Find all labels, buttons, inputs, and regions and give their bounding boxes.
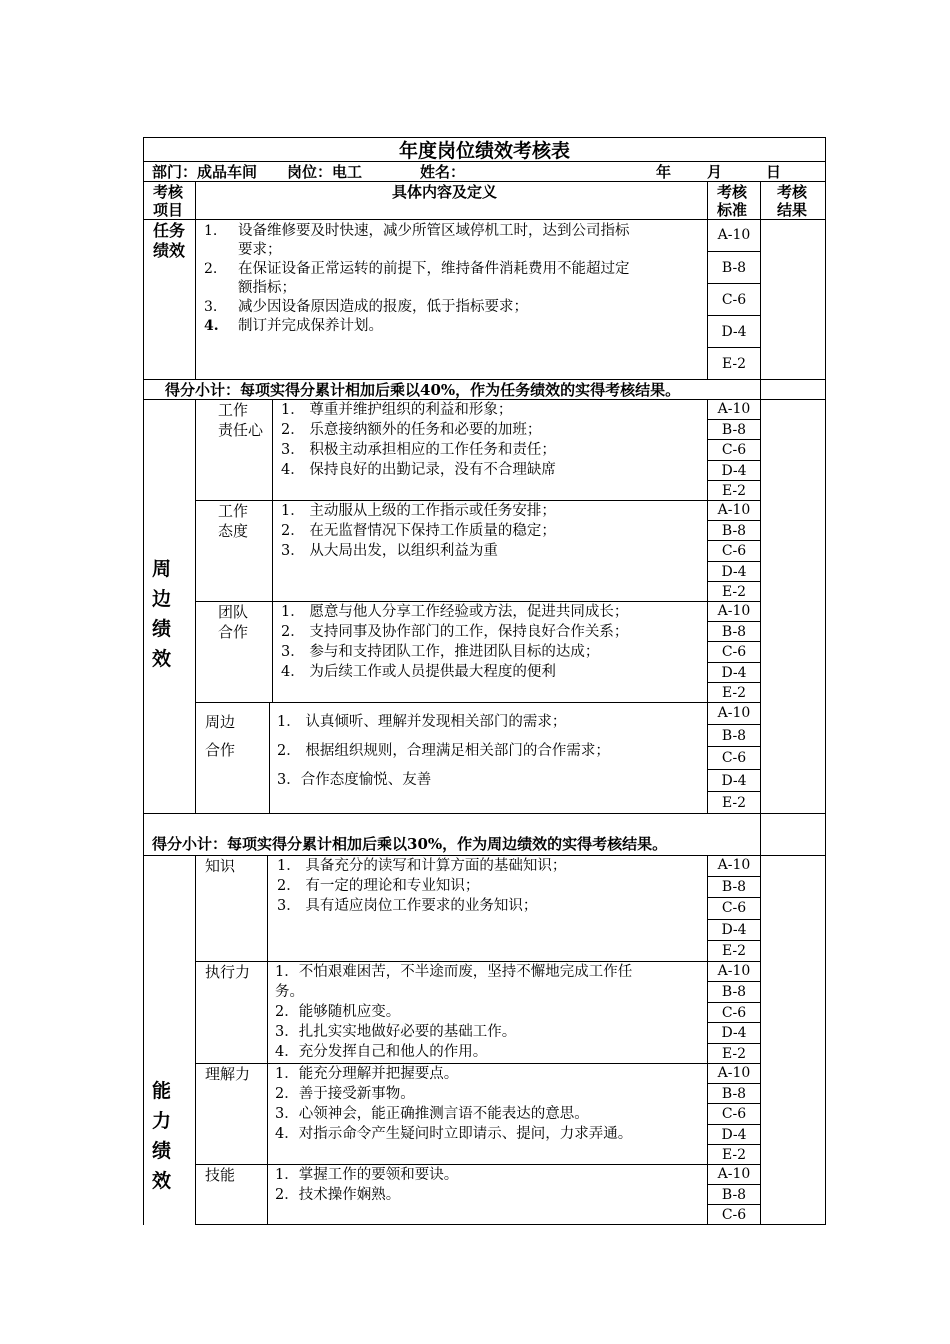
task-item-number: 2.: [204, 261, 218, 277]
group-name: 责任心: [218, 421, 264, 439]
group-item: 3． 积极主动承担相应的工作任务和责任；: [281, 442, 556, 458]
group-item: 2． 有一定的理论和专业知识；: [277, 878, 480, 894]
grade-cell: E-2: [707, 940, 761, 961]
group-name: 合作: [218, 623, 249, 641]
group-item: 3． 参与和支持团队工作，推进团队目标的达成；: [281, 644, 600, 660]
group-item: 2． 乐意接纳额外的任务和必要的加班；: [281, 422, 542, 438]
task-label: 任务: [153, 221, 186, 240]
group-item: 3． 具有适应岗位工作要求的业务知识；: [277, 898, 538, 914]
grade-cell: C-6: [707, 897, 761, 918]
task-item-text: 减少因设备原因造成的报废，低于指标要求；: [238, 299, 528, 315]
grade-cell: A-10: [717, 502, 751, 518]
grade-cell: A-10: [717, 705, 751, 721]
group-item: 4． 为后续工作或人员提供最大程度的便利: [281, 664, 556, 680]
group-item: 1． 尊重并维护组织的利益和形象；: [281, 402, 513, 418]
grade-cell: A-10: [717, 401, 751, 417]
group-name: 理解力: [205, 1065, 251, 1083]
group-name: 技能: [205, 1166, 236, 1184]
name-label: 姓名：: [420, 163, 466, 181]
header-item: 考核: [153, 183, 184, 201]
month-label: 月: [707, 163, 723, 181]
grade-cell: A-10: [717, 857, 751, 873]
group-item: 2．能够随机应变。: [275, 1004, 401, 1020]
section-label-char: 边: [152, 588, 172, 610]
grade-cell: E-2: [707, 347, 761, 379]
task-subtotal: 得分小计：每项实得分累计相加后乘以40%，作为任务绩效的实得考核结果。: [165, 381, 681, 399]
grade-cell: D-4: [707, 1022, 761, 1042]
group-item: 1． 愿意与他人分享工作经验或方法，促进共同成长；: [281, 604, 629, 620]
grade-cell: B-8: [707, 876, 761, 897]
group-name: 知识: [205, 857, 236, 875]
header-result: 考核: [777, 183, 808, 201]
grade-cell: B-8: [707, 251, 761, 283]
section-label-char: 绩: [152, 1140, 172, 1162]
grade-cell: A-10: [717, 1166, 751, 1182]
grade-cell: D-4: [707, 919, 761, 940]
divider: [707, 855, 708, 1225]
grade-cell: A-10: [717, 227, 751, 243]
grade-cell: B-8: [707, 1083, 761, 1103]
group-item: 2． 根据组织规则，合理满足相关部门的合作需求；: [277, 743, 610, 759]
section-label-char: 力: [152, 1110, 172, 1132]
grade-cell: D-4: [707, 1124, 761, 1144]
grade-cell: B-8: [707, 419, 761, 439]
grade-cell: E-2: [707, 1043, 761, 1063]
section-label-char: 效: [152, 648, 172, 670]
header-content: 具体内容及定义: [392, 183, 498, 201]
task-item-number: 3.: [204, 299, 218, 315]
group-item: 2． 在无监督情况下保持工作质量的稳定；: [281, 523, 556, 539]
group-name: 周边: [205, 713, 236, 731]
group-item: 1． 认真倾听、理解并发现相关部门的需求；: [277, 714, 567, 730]
divider: [195, 1224, 826, 1225]
group-divider: [195, 702, 761, 703]
task-item-text: 在保证设备正常运转的前提下，维持备件消耗费用不能超过定: [238, 261, 630, 277]
grade-cell: E-2: [707, 480, 761, 500]
peripheral-subtotal: 得分小计：每项实得分累计相加后乘以30%，作为周边绩效的实得考核结果。: [152, 835, 668, 853]
grade-cell: B-8: [707, 981, 761, 1001]
grade-cell: C-6: [707, 746, 761, 768]
group-name: 工作: [218, 401, 249, 419]
group-name: 合作: [205, 741, 236, 759]
grade-cell: C-6: [707, 1002, 761, 1022]
divider: [143, 813, 826, 814]
grade-cell: D-4: [707, 460, 761, 480]
section-label-char: 效: [152, 1170, 172, 1192]
group-item: 4． 保持良好的出勤记录，没有不合理缺席: [281, 462, 556, 478]
header-result: 结果: [777, 201, 808, 219]
group-item: 1．掌握工作的要领和要诀。: [275, 1167, 459, 1183]
divider: [195, 181, 196, 379]
group-split: [272, 399, 273, 500]
grade-cell: C-6: [707, 283, 761, 315]
divider: [195, 399, 196, 813]
department-label: 部门：成品车间: [152, 163, 258, 181]
grade-cell: D-4: [707, 561, 761, 581]
post-label: 岗位：电工: [287, 163, 363, 181]
grade-cell: C-6: [707, 1103, 761, 1123]
grade-cell: B-8: [707, 724, 761, 746]
page-title: 年度岗位绩效考核表: [398, 140, 570, 162]
grade-cell: B-8: [707, 1184, 761, 1204]
group-item: 3． 从大局出发，以组织利益为重: [281, 543, 498, 559]
grade-cell: E-2: [707, 1144, 761, 1164]
grade-cell: E-2: [707, 791, 761, 813]
group-split: [269, 702, 270, 813]
task-item-text: 要求；: [238, 242, 282, 258]
group-name: 执行力: [205, 963, 251, 981]
section-label-char: 绩: [152, 618, 172, 640]
grade-cell: D-4: [707, 662, 761, 682]
year-label: 年: [656, 163, 672, 181]
group-item: 务。: [275, 984, 304, 1000]
grade-cell: B-8: [707, 621, 761, 641]
task-item-text: 制订并完成保养计划。: [238, 318, 383, 334]
grade-cell: E-2: [707, 581, 761, 601]
group-item: 4．充分发挥自己和他人的作用。: [275, 1044, 488, 1060]
group-item: 1．能充分理解并把握要点。: [275, 1066, 459, 1082]
group-item: 1．不怕艰难困苦，不半途而废，坚持不懈地完成工作任: [275, 964, 633, 980]
task-item-text: 设备维修要及时快速，减少所管区域停机工时，达到公司指标: [238, 223, 630, 239]
grade-cell: C-6: [707, 439, 761, 459]
divider: [267, 855, 268, 1225]
section-label-char: 周: [152, 558, 172, 580]
group-name: 工作: [218, 502, 249, 520]
group-item: 3．合作态度愉悦、友善: [277, 772, 432, 788]
grade-cell: E-2: [707, 682, 761, 702]
header-standard: 标准: [717, 201, 748, 219]
group-name: 团队: [218, 603, 249, 621]
divider: [707, 399, 708, 813]
group-item: 4．对指示命令产生疑问时立即请示、提问，力求弄通。: [275, 1126, 633, 1142]
grade-cell: D-4: [707, 769, 761, 791]
grade-cell: A-10: [717, 963, 751, 979]
group-item: 2．技术操作娴熟。: [275, 1187, 401, 1203]
group-item: 1． 主动服从上级的工作指示或任务安排；: [281, 503, 556, 519]
group-name: 态度: [218, 522, 249, 540]
grade-cell: A-10: [717, 1065, 751, 1081]
group-item: 2． 支持同事及协作部门的工作，保持良好合作关系；: [281, 624, 629, 640]
group-item: 2．善于接受新事物。: [275, 1086, 415, 1102]
group-split: [272, 500, 273, 601]
task-item-number: 4.: [204, 318, 219, 334]
grade-cell: A-10: [717, 603, 751, 619]
grade-cell: C-6: [707, 1204, 761, 1224]
task-item-text: 额指标；: [238, 280, 296, 296]
group-item: 3．扎扎实实地做好必要的基础工作。: [275, 1024, 517, 1040]
header-item: 项目: [153, 201, 184, 219]
group-item: 1． 具备充分的读写和计算方面的基础知识；: [277, 858, 567, 874]
grade-cell: B-8: [707, 520, 761, 540]
grade-cell: C-6: [707, 641, 761, 661]
group-split: [272, 601, 273, 702]
header-standard: 考核: [717, 183, 748, 201]
section-label-char: 能: [152, 1080, 172, 1102]
divider: [195, 855, 196, 1225]
grade-cell: D-4: [707, 315, 761, 347]
day-label: 日: [766, 163, 782, 181]
task-label: 绩效: [153, 241, 186, 260]
group-item: 3．心领神会，能正确推测言语不能表达的意思。: [275, 1106, 589, 1122]
grade-cell: C-6: [707, 540, 761, 560]
task-item-number: 1.: [204, 223, 218, 239]
